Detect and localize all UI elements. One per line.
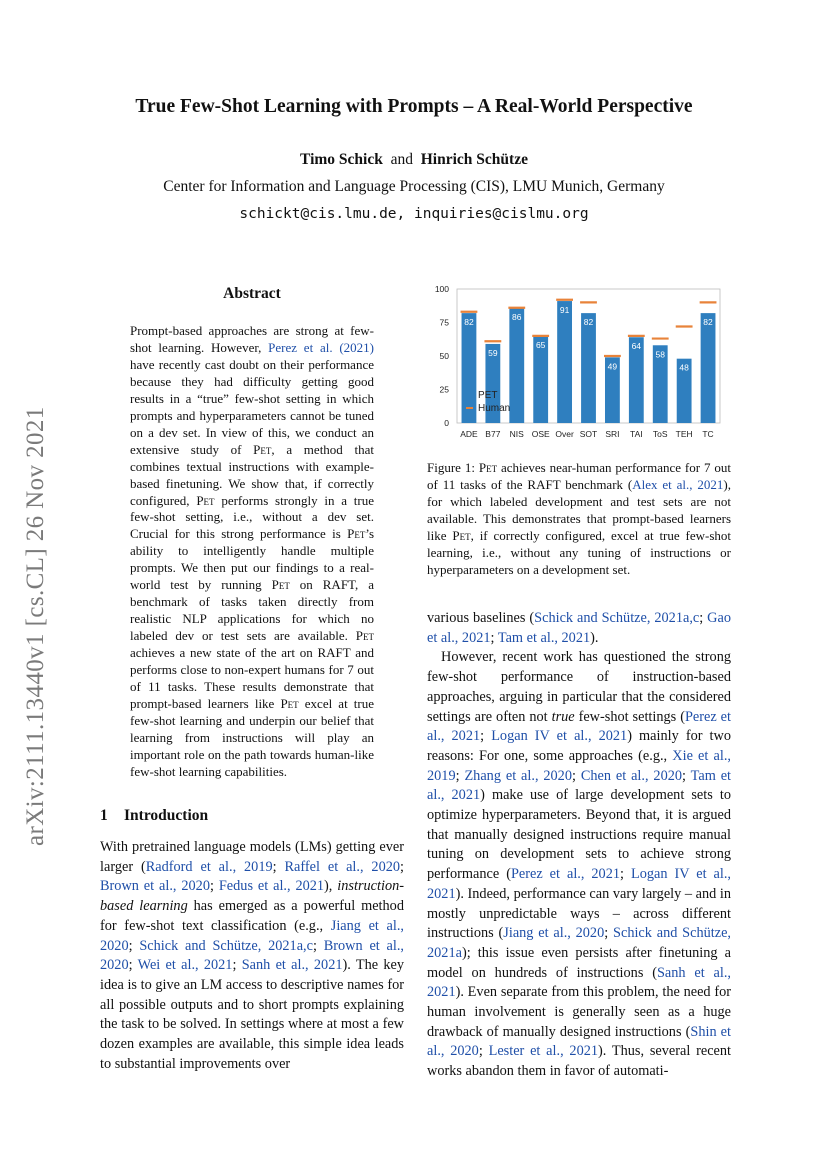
legend-label-human: Human — [478, 403, 511, 414]
citation-link[interactable]: Tam et al., 2021 — [427, 767, 732, 804]
arxiv-identifier: arXiv:2111.13440v1 [cs.CL] 26 Nov 2021 — [22, 406, 49, 846]
x-tick-label: SRI — [605, 429, 620, 439]
y-tick-label: 0 — [444, 418, 449, 428]
caption-label: Figure 1: — [427, 460, 479, 475]
paragraph: However, recent work has questioned the strong few-shot performance of instruction-based approaches, arguing in particular that the considered settings are often not true few-shot settings (Perez et al., 2021; Logan IV et al., 2021) mainly for two reasons: For one, some approaches (e.g., Xie et al., 2019; Zhang et al., 2020; Chen et al., 2020; Tam et al., 2021) make use of large development sets to optimize hyperparameters. Beyond that, it is argued that manually designed instructions require manual tuning on development sets to achieve strong performance (Perez et al., 2021; Logan IV et al., 2021). Indeed, performance can vary largely – and in mostly unpredictable ways – across different instructions (Jiang et al., 2020; Schick and Schütze, 2021a); this issue even persists after finetuning a model on hundreds of instructions (Sanh et al., 2021). Even separate from this problem, the need for human involvement is generally seen as a huge drawback of manually designed instructions (Shin et al., 2020; Lester et al., 2021). Thus, several recent works abandon them in favor of automati- — [427, 649, 732, 1080]
x-tick-label: TAI — [630, 429, 643, 439]
intro-paragraph: With pretrained language models (LMs) getting ever larger (Radford et al., 2019; Raffel et al., 2020; Brown et al., 2020; Fedus et al., 2021), instruction-based learning has emerged as a powerful method for few-shot text classification (e.g., Jiang et al., 2020; Schick and Schütze, 2021a,c; Brown et al., 2020; Wei et al., 2021; Sanh et al., 2021). The key idea is to give an LM access to descriptive names for all possible outputs and to short prompts explaining the task to be solved. In settings where at most a few dozen examples are available, this simple idea leads to substantial improvements over — [100, 839, 405, 1072]
x-tick-label: OSE — [531, 429, 550, 439]
bar-pet — [509, 308, 524, 423]
method-name: Pet — [271, 577, 290, 593]
citation-link[interactable]: Logan IV et al., 2021 — [491, 728, 628, 745]
citation-link[interactable]: Tam et al., 2021 — [497, 629, 591, 646]
legend-swatch-pet — [467, 391, 472, 398]
x-tick-label: B77 — [485, 429, 501, 439]
citation-link[interactable]: Gao et al., 2021 — [427, 610, 731, 646]
author-name: Hinrich Schütze — [420, 151, 528, 168]
x-tick-label: SOT — [579, 429, 598, 439]
method-name: Pet — [280, 695, 299, 711]
method-name: Pet — [347, 526, 366, 542]
citation-link[interactable]: Raffel et al., 2020 — [284, 858, 401, 875]
citation-link[interactable]: Zhang et al., 2020 — [464, 767, 572, 784]
y-tick-label: 25 — [439, 384, 449, 395]
method-name: Pet — [452, 528, 471, 543]
x-tick-label: TEH — [675, 429, 693, 439]
author-conjunction: and — [390, 151, 413, 168]
abstract-text: Prompt-based approaches are strong at few-shot learning. However, Perez et al. (2021) have recently cast doubt on their performance because they had difficulty getting good results in a “true” few-shot setting in which prompts and hyperparameters cannot be tuned on a dev set. In view of this, we conduct an extensive study of Pet, a method that combines textual instructions with example-based finetuning. We show that, if correctly configured, Pet performs strongly in a true few-shot setting, i.e., without a dev set. Crucial for this strong performance is Pet’s ability to intelligently handle multiple prompts. We then put our findings to a real-world test by running Pet on RAFT, a benchmark of tasks taken directly from realistic NLP applications for which no labeled dev or test sets are available. Pet achieves a new state of the art on RAFT and performs close to non-expert humans for 7 out of 11 tasks. These results demonstrate that prompt-based learners like Pet excel at true few-shot learning and underpin our belief that learning from instructions will play an important role on the path towards human-like few-shot learning capabilities. — [130, 323, 374, 779]
data-label: 82 — [703, 317, 713, 328]
x-tick-label: ADE — [460, 429, 478, 439]
y-tick-label: 50 — [439, 351, 449, 361]
x-tick-label: NIS — [509, 429, 524, 439]
emphasis: true — [551, 708, 575, 725]
citation-link[interactable]: Sanh et al., 2021 — [241, 957, 343, 974]
author-name: Timo Schick — [300, 151, 383, 168]
citation-link[interactable]: Perez et al., 2021 — [427, 708, 731, 745]
citation-link[interactable]: Perez et al. (2021) — [268, 339, 374, 355]
email-line: schickt@cis.lmu.de, inquiries@cislmu.org — [239, 206, 589, 222]
citation-link[interactable]: Schick and Schütze, 2021a,c — [139, 937, 313, 954]
emphasis: instruction-based learning — [100, 878, 404, 915]
citation-link[interactable]: Schick and Schütze, 2021a,c — [534, 610, 700, 626]
x-tick-label: Over — [555, 429, 574, 439]
data-label: 91 — [559, 305, 570, 316]
citation-link[interactable]: Shin et al., 2020 — [427, 1023, 731, 1060]
citation-link[interactable]: Radford et al., 2019 — [145, 858, 273, 875]
bar-pet — [701, 313, 716, 423]
data-label: 64 — [631, 341, 642, 352]
right-column-text — [427, 609, 731, 1082]
citation-link[interactable]: Xie et al., 2019 — [427, 747, 731, 784]
bar-pet — [581, 313, 596, 423]
citation-link[interactable]: Logan IV et al., 2021 — [427, 866, 732, 902]
method-name: Pet — [478, 460, 498, 475]
data-label: 58 — [655, 349, 665, 360]
citation-link[interactable]: Sanh et al., 2021 — [427, 964, 731, 1001]
author-line — [0, 151, 828, 169]
x-tick-label: ToS — [652, 429, 668, 439]
method-name: Pet — [253, 441, 272, 457]
citation-link[interactable]: Jiang et al., 2020 — [100, 917, 404, 954]
figure-caption: Figure 1: Pet achieves near-human performance for 7 out of 11 tasks of the RAFT benchmark (Alex et al., 2021), for which labeled development and test sets are not available. This demonstrates that prompt-based learners like Pet, if correctly configured, excel at true few-shot learning, i.e., without any tuning of instructions or hyperparameters on a development set. — [427, 460, 731, 577]
abstract-heading: Abstract — [223, 285, 281, 302]
citation-link[interactable]: Brown et al., 2020 — [100, 937, 405, 974]
citation-link[interactable]: Wei et al., 2021 — [137, 957, 233, 974]
method-name: Pet — [355, 628, 374, 644]
data-label: 82 — [583, 317, 594, 328]
bar-chart — [427, 284, 727, 444]
method-name: Pet — [196, 492, 215, 508]
citation-link[interactable]: Lester et al., 2021 — [488, 1043, 599, 1060]
affiliation: Center for Information and Language Processing (CIS), LMU Munich, Germany — [163, 178, 665, 195]
data-label: 86 — [512, 311, 522, 322]
figure-1-chart — [427, 284, 727, 449]
paragraph: various baselines (Schick and Schütze, 2021a,c; Gao et al., 2021; Tam et al., 2021). — [427, 610, 731, 646]
data-label: 65 — [535, 339, 546, 350]
section-title: Introduction — [124, 807, 209, 824]
citation-link[interactable]: Schick and Schütze, 2021a — [427, 925, 731, 961]
bar-pet — [462, 313, 477, 423]
citation-link[interactable]: Perez et al., 2021 — [510, 866, 621, 883]
data-label: 49 — [607, 361, 618, 372]
data-label: 48 — [679, 362, 689, 373]
citation-link[interactable]: Alex et al., 2021 — [632, 477, 724, 492]
citation-link[interactable]: Brown et al., 2020 — [100, 878, 210, 895]
legend-label-pet: PET — [478, 390, 498, 401]
section-heading — [100, 807, 208, 825]
x-tick-label: TC — [702, 429, 714, 439]
section-number: 1 — [100, 807, 108, 824]
paper-title: True Few-Shot Learning with Prompts – A Real-World Perspective — [135, 96, 693, 117]
citation-link[interactable]: Fedus et al., 2021 — [218, 878, 325, 895]
y-tick-label: 75 — [439, 317, 449, 328]
data-label: 59 — [488, 347, 498, 358]
y-tick-label: 100 — [434, 284, 449, 294]
bar-pet — [557, 301, 572, 423]
citation-link[interactable]: Chen et al., 2020 — [580, 767, 683, 784]
data-label: 82 — [464, 317, 474, 328]
citation-link[interactable]: Jiang et al., 2020 — [503, 925, 605, 942]
